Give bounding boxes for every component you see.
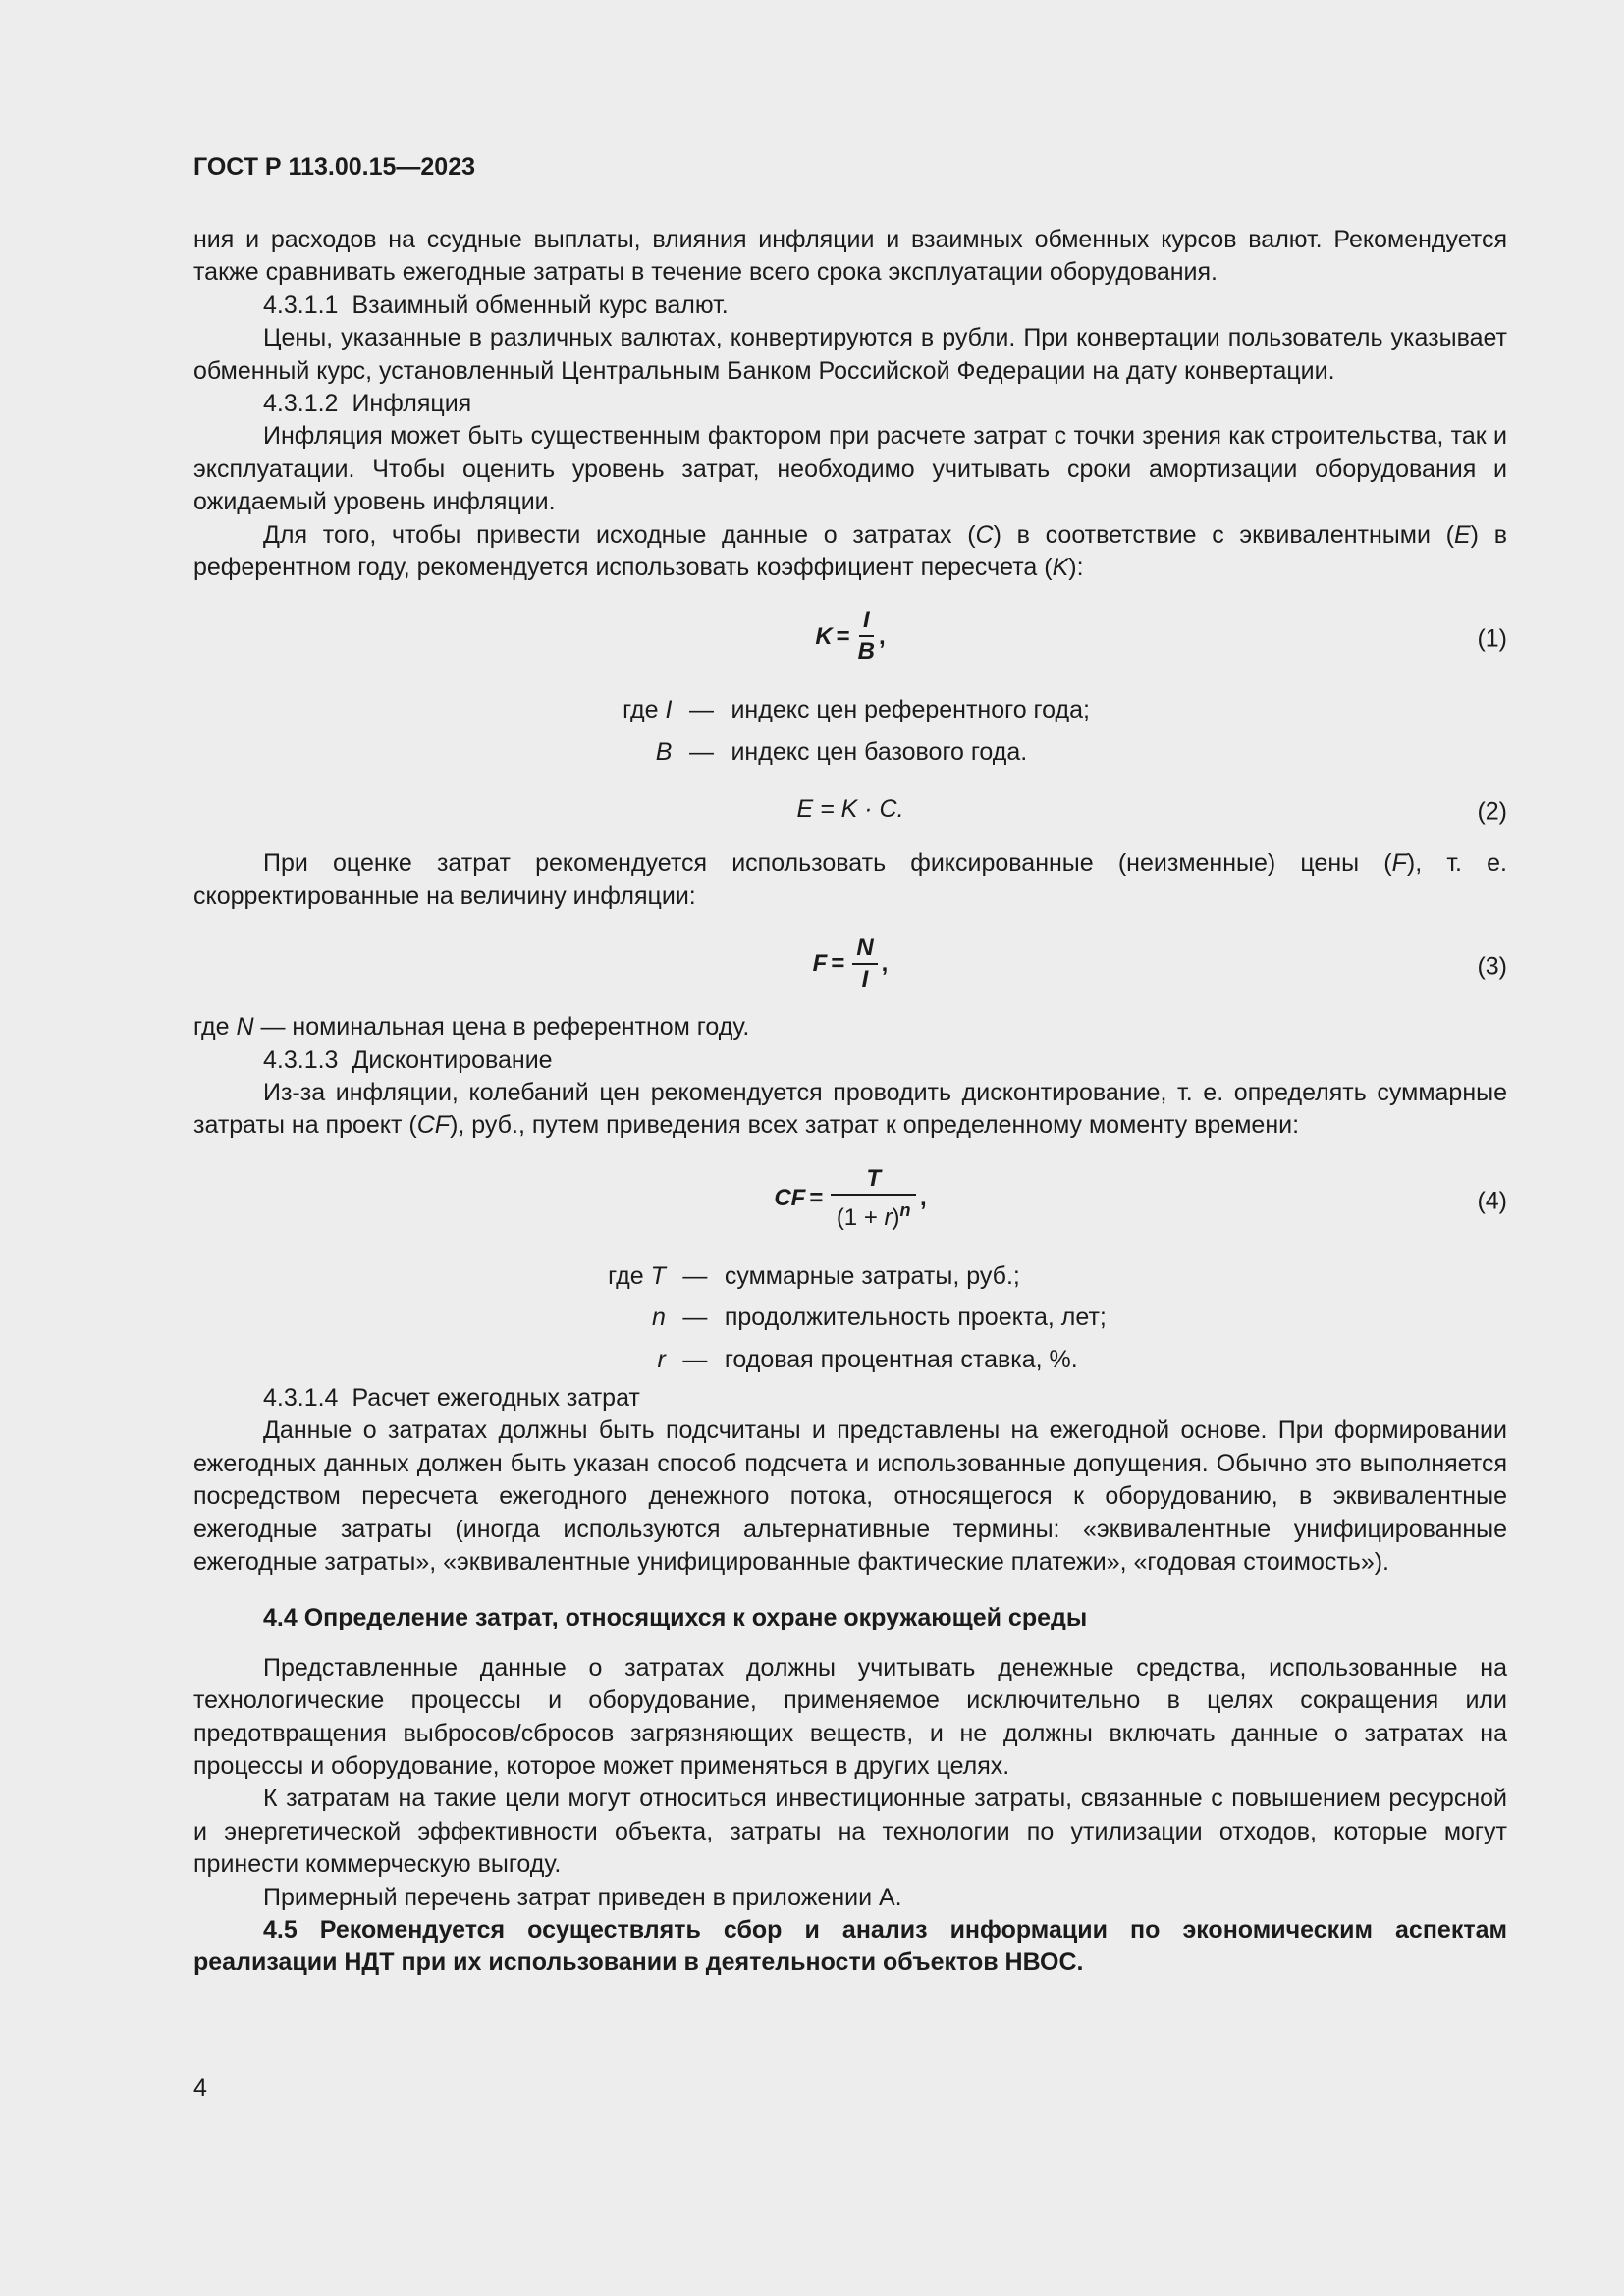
formula-4-body: [774, 1164, 926, 1233]
legend-dash: —: [682, 1345, 708, 1373]
denominator-close: ): [892, 1203, 900, 1231]
formula-3-number: (3): [1477, 952, 1507, 981]
formula-4-expression: [193, 1145, 1507, 1253]
legend-symbol: B: [655, 737, 673, 766]
fraction-numerator: I: [859, 606, 874, 637]
section-4-3-1-2-title: [193, 388, 1507, 420]
legend-dash: —: [682, 1304, 708, 1332]
text-fragment: При оценке затрат рекомендуется использовать фиксированные (неизменные) цены (: [263, 849, 1392, 878]
text-fragment: ):: [1068, 554, 1084, 582]
formula-1-number: (1): [1477, 625, 1507, 654]
paragraph-fixed-prices: [193, 847, 1507, 913]
legend-text: годовая процентная ставка, %.: [724, 1345, 1078, 1373]
legend-symbol-cell: [207, 1260, 666, 1293]
formula-lhs: K: [815, 622, 833, 650]
legend-prefix: где: [193, 1013, 230, 1041]
formula-1-expression: [193, 590, 1507, 682]
formula-3-body: [813, 934, 889, 994]
legend-symbol: N: [236, 1013, 254, 1041]
paragraph-environment-1: Представленные данные о затратах должны учитывать денежные средства, использованные на технологические процессы и оборудование, применяемое исключительно в целях сокращения или предотвращения выбросов/сбросов загрязняющих веществ, и не должны включать данные о затратах на процессы и оборудование, которое может применяться в других целях.: [193, 1653, 1507, 1780]
paragraph-environment-2: К затратам на такие цели могут относиться инвестиционные затраты, связанные с повышением ресурсной и энергетической эффективности объекта, затраты на технологии по утилизации отходов, которые могут принести коммерческую выгоду.: [193, 1785, 1507, 1879]
legend-text: — номинальная цена в референтном году.: [260, 1013, 750, 1041]
formula-lhs: F: [812, 950, 828, 978]
section-title: Взаимный обменный курс валют.: [352, 291, 729, 319]
formula-2: [193, 774, 1507, 843]
legend-symbol-cell: [207, 1344, 666, 1376]
fraction-denominator: I: [861, 966, 869, 993]
section-4-3-1-4-title: [193, 1382, 1507, 1415]
section-title: Расчет ежегодных затрат: [352, 1383, 640, 1412]
formula-equals: =: [836, 622, 850, 650]
denominator-open: (1 +: [836, 1203, 885, 1231]
symbol-e: E: [1453, 520, 1471, 549]
page-number: 4: [193, 2074, 207, 2102]
fraction-denominator: [837, 1196, 911, 1233]
section-number: 4.3.1.4: [263, 1383, 339, 1412]
formula-2-number: (2): [1477, 797, 1507, 826]
legend-text: суммарные затраты, руб.;: [724, 1261, 1020, 1290]
paragraph-discounting: [193, 1077, 1507, 1143]
legend-symbol: r: [657, 1345, 666, 1373]
paragraph-4-5: 4.5 Рекомендуется осуществлять сбор и анализ информации по экономическим аспектам реализации НДТ при их использовании в деятельности объектов НВОС.: [193, 1916, 1507, 1977]
formula-1: [193, 590, 1507, 682]
legend-dash: —: [688, 696, 714, 724]
fraction-numerator: T: [831, 1164, 916, 1196]
paragraph-intro: ния и расходов на ссудные выплаты, влияния инфляции и взаимных обменных курсов валют. Рекомендуется также сравнивать ежегодные затраты в течение всего срока эксплуатации оборудования.: [193, 226, 1507, 287]
paragraph-environment-3: Примерный перечень затрат приведен в приложении А.: [263, 1883, 902, 1911]
formula-equals: =: [831, 950, 845, 978]
legend-dash: —: [682, 1261, 708, 1290]
text-fragment: Для того, чтобы привести исходные данные о затратах (: [263, 520, 976, 549]
formula-tail: ,: [881, 950, 889, 978]
document-header: ГОСТ Р 113.00.15—2023: [193, 153, 476, 181]
paragraph-annual: Данные о затратах должны быть подсчитаны и представлены на ежегодной основе. При формировании ежегодных данных должен быть указан способ подсчета и использованные допущения. Обычно это выполняется посредством пересчета ежегодного денежного потока, относящегося к оборудованию, в эквивалентные ежегодные затраты (иногда используются альтернативные термины: «эквивалентные унифицированные ежегодные затраты», «эквивалентные унифицированные фактические платежи», «годовая стоимость»).: [193, 1416, 1507, 1575]
legend-n: [193, 1011, 1507, 1043]
legend-prefix: где: [623, 696, 659, 724]
section-4-4-heading: 4.4 Определение затрат, относящихся к охране окружающей среды: [263, 1604, 1088, 1632]
formula-3: [193, 917, 1507, 1011]
text-fragment: ), руб., путем приведения всех затрат к определенному моменту времени:: [450, 1111, 1300, 1140]
legend-symbol-cell: [207, 1302, 666, 1334]
formula-lhs: CF: [774, 1185, 806, 1212]
formula-tail: ,: [920, 1185, 927, 1212]
formula-fraction: [852, 934, 877, 994]
legend-text: индекс цен референтного года;: [731, 696, 1090, 724]
symbol-k: K: [1052, 554, 1069, 582]
formula-equals: =: [809, 1185, 824, 1212]
legend-2: [207, 1260, 1507, 1376]
symbol-f: F: [1391, 849, 1407, 878]
formula-tail: ,: [879, 622, 886, 650]
legend-text: индекс цен базового года.: [731, 737, 1028, 766]
section-number: 4.3.1.1: [263, 291, 339, 319]
formula-3-expression: [193, 917, 1507, 1011]
section-4-3-1-3-title: [193, 1044, 1507, 1077]
legend-dash: —: [688, 737, 714, 766]
formula-fraction: [831, 1164, 916, 1233]
legend-symbol-cell: [205, 694, 672, 726]
paragraph-inflation-2: [193, 519, 1507, 585]
formula-fraction: [858, 606, 875, 667]
exponent-n: n: [899, 1200, 911, 1220]
legend-symbol-cell: [205, 736, 672, 769]
legend-text: продолжительность проекта, лет;: [724, 1304, 1107, 1332]
section-4-3-1-1-title: [193, 290, 1507, 322]
section-number: 4.3.1.3: [263, 1045, 339, 1074]
formula-1-body: [815, 606, 885, 667]
text-fragment: Из-за инфляции, колебаний цен рекомендуется проводить дисконтирование, т. е. определять суммарные затраты на проект (: [193, 1078, 1507, 1140]
text-fragment: ) в референтном году, рекомендуется использовать коэффициент пересчета (: [193, 520, 1507, 582]
paragraph-inflation-1: Инфляция может быть существенным фактором при расчете затрат с точки зрения как строительства, так и эксплуатации. Чтобы оценить уровень затрат, необходимо учитывать сроки амортизации оборудования и ожидаемый уровень инфляции.: [193, 422, 1507, 516]
section-title: Инфляция: [352, 390, 472, 418]
legend-symbol: T: [650, 1261, 666, 1290]
section-title: Дисконтирование: [352, 1045, 553, 1074]
denominator-r: r: [884, 1203, 893, 1231]
section-number: 4.3.1.2: [263, 390, 339, 418]
paragraph-currency: Цены, указанные в различных валютах, конвертируются в рубли. При конвертации пользователь указывает обменный курс, установленный Центральным Банком Российской Федерации на дату конвертации.: [193, 324, 1507, 385]
legend-1: [205, 694, 1507, 769]
symbol-cf: CF: [416, 1111, 451, 1140]
formula-4-number: (4): [1477, 1187, 1507, 1215]
document-body: [193, 224, 1507, 1980]
fraction-numerator: N: [852, 934, 877, 965]
symbol-c: C: [975, 520, 994, 549]
formula-4: [193, 1145, 1507, 1253]
legend-symbol: I: [665, 696, 673, 724]
fraction-denominator: B: [857, 638, 876, 666]
legend-symbol: n: [651, 1304, 666, 1332]
formula-2-body: E = K · C.: [796, 794, 904, 823]
text-fragment: ) в соответствие с эквивалентными (: [993, 520, 1454, 549]
formula-2-expression: [193, 774, 1507, 843]
text-fragment: ), т. е. скорректированные на величину инфляции:: [193, 849, 1507, 910]
legend-prefix: где: [608, 1261, 644, 1290]
